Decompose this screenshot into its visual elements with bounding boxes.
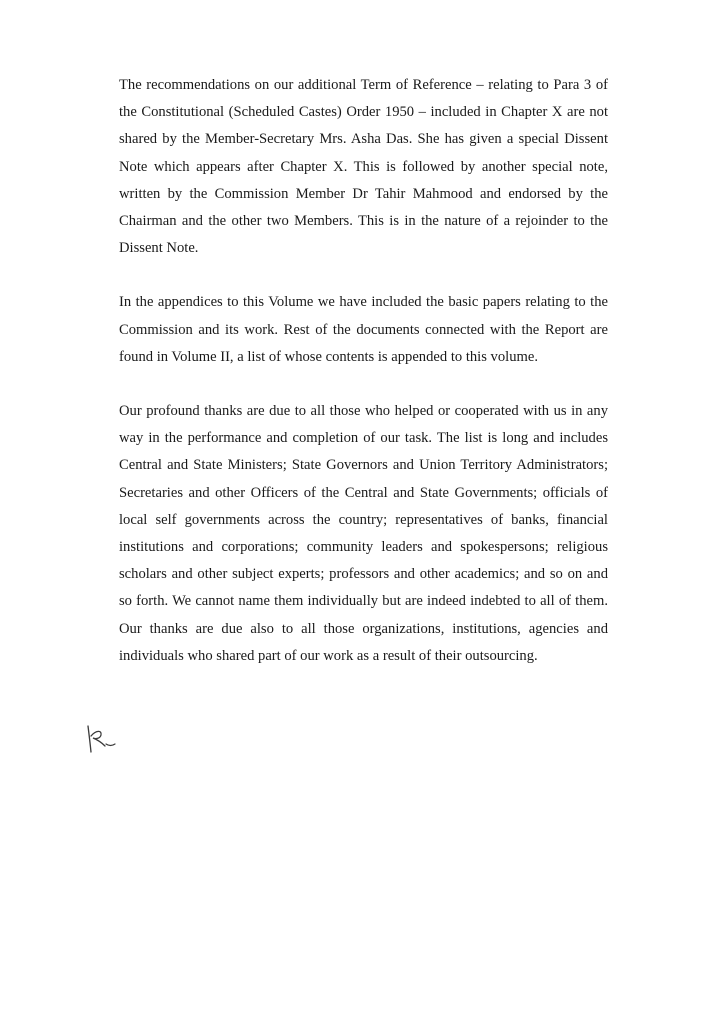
paragraph-appendices: In the appendices to this Volume we have included the basic papers relating to the Commission and its work. Rest of the documents connected with the Report are found in Volume II, a list of whose contents is appended to this volume.: [119, 294, 608, 365]
document-body: [119, 72, 608, 697]
paragraph-dissent-note: The recommendations on our additional Term of Reference – relating to Para 3 of the Constitutional (Scheduled Castes) Order 1950 – included in Chapter X are not shared by the Member-Secretary Mrs. Asha Das. She has given a special Dissent Note which appears after Chapter X. This is followed by another special note, written by the Commission Member Dr Tahir Mahmood and endorsed by the Chairman and the other two Members. This is in the nature of a rejoinder to the Dissent Note.: [119, 77, 608, 257]
handwritten-initial-icon: [84, 722, 124, 758]
paragraph-acknowledgements: Our profound thanks are due to all those who helped or cooperated with us in any way in the performance and completion of our task. The list is long and includes Central and State Ministers; State Governors and Union Territory Administrators; Secretaries and other Officers of the Central and State Governments; officials of local self governments across the country; representatives of banks, financial institutions and corporations; community leaders and spokespersons; religious scholars and other subject experts; professors and other academics; and so on and so forth. We cannot name them individually but are indeed indebted to all of them. Our thanks are due also to all those organizations, institutions, agencies and individuals who shared part of our work as a result of their outsourcing.: [119, 403, 608, 664]
